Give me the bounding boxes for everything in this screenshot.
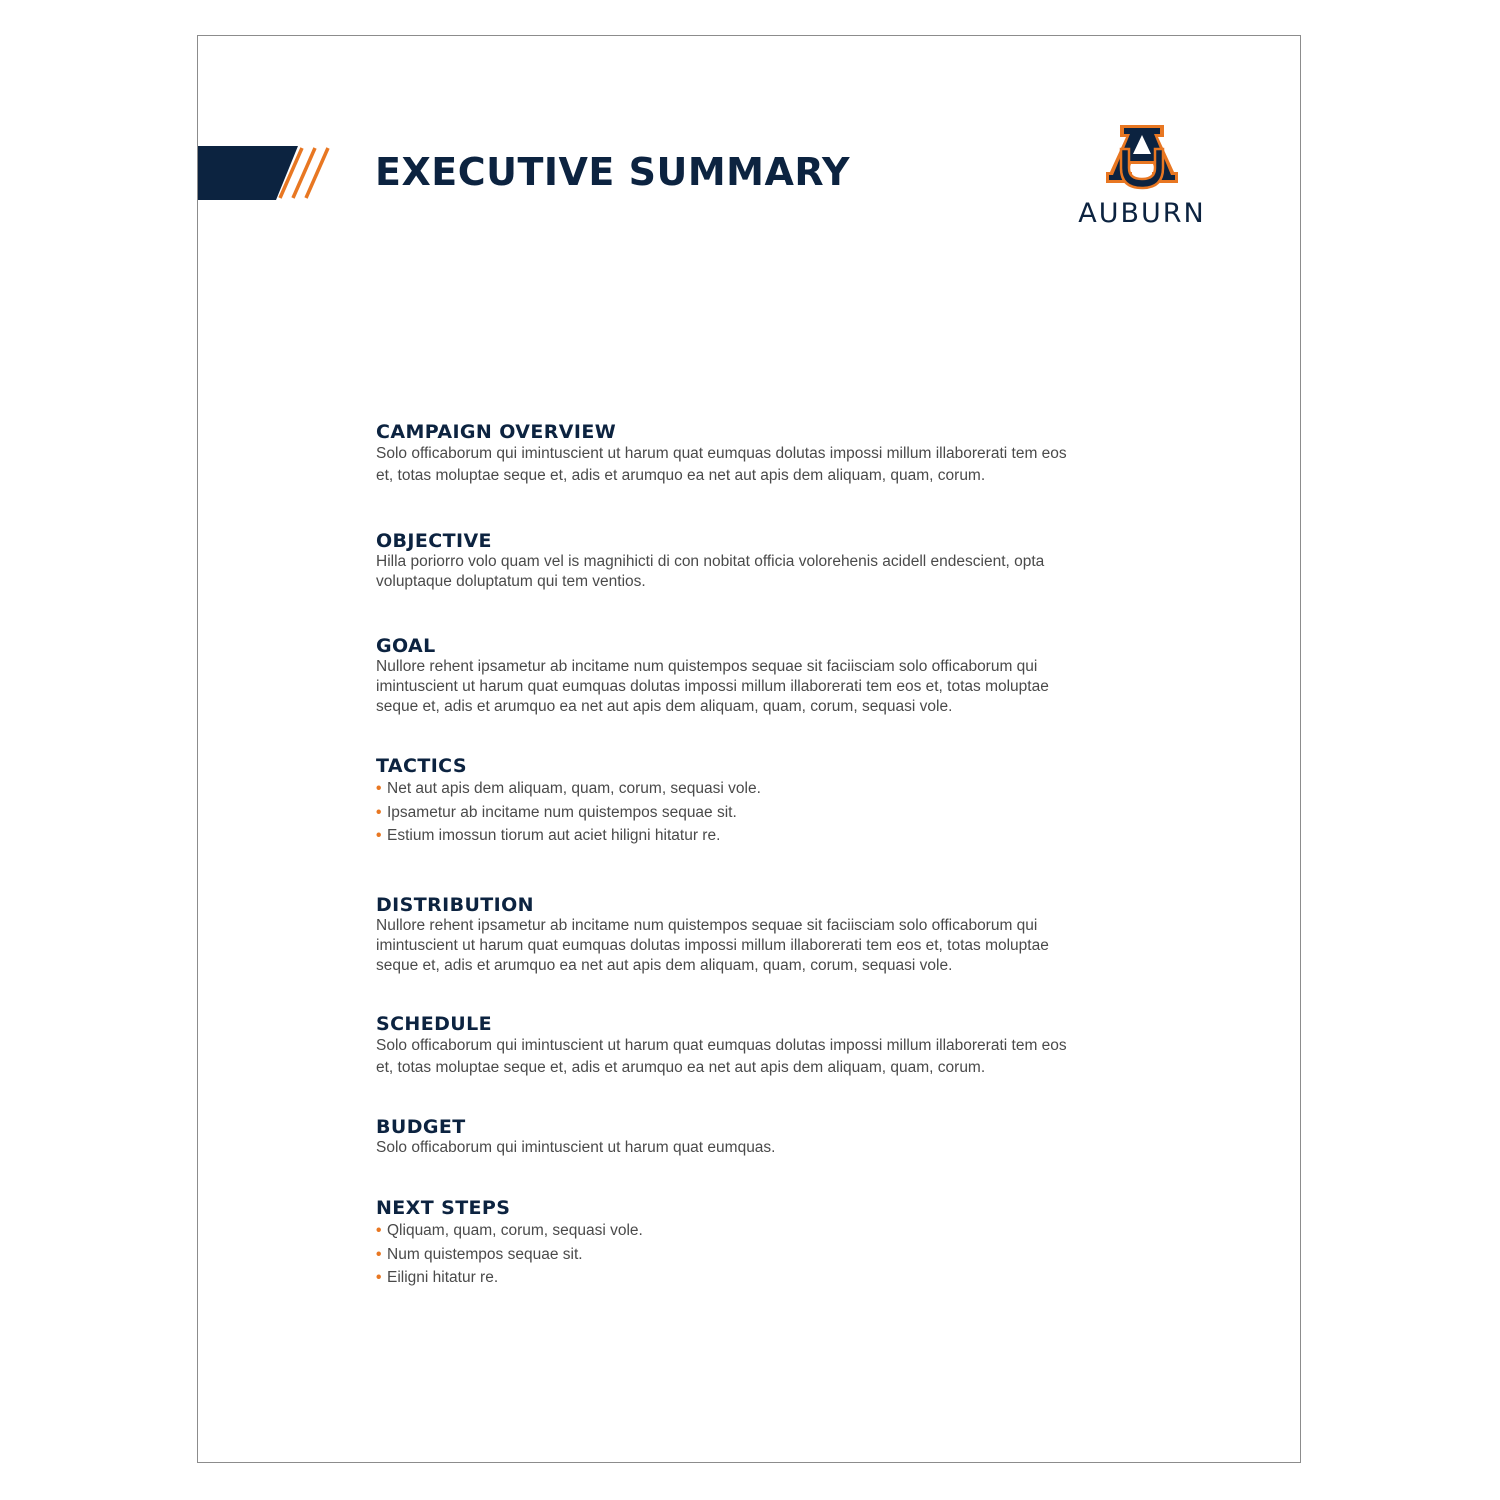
body-line: Hilla poriorro volo quam vel is magnihicti di con nobitat officia volorehenis acidell endescient, opta [376,553,1045,570]
list-item [376,1219,1196,1243]
body-line: et, totas moluptae seque et, adis et arumquo ea net aut apis dem aliquam, quam, corum. [376,467,986,484]
body-line: Nullore rehent ipsametur ab incitame num quistempos sequae sit faciisciam solo officaborum qui [376,917,1038,934]
section-schedule [376,1013,1196,1079]
list-item [376,801,1196,825]
bullet-dot: • [376,1269,382,1286]
bullet-dot: • [376,780,382,797]
body-line: Nullore rehent ipsametur ab incitame num quistempos sequae sit faciisciam solo officaborum qui [376,658,1038,675]
list-item-text: Estium imossun tiorum aut aciet hiligni hitatur re. [387,827,721,844]
body-line: imintuscient ut harum quat eumquas dolutas impossi millum illaborerati tem eos et, totas moluptae [376,678,1049,695]
section-heading: BUDGET [376,1116,466,1138]
section-heading: DISTRIBUTION [376,894,534,916]
orange-stripe-2 [293,148,315,198]
section-objective [376,530,1196,592]
body-line: et, totas moluptae seque et, adis et arumquo ea net aut apis dem aliquam, quam, corum. [376,1059,986,1076]
body-line: Solo officaborum qui imintuscient ut harum quat eumquas dolutas impossi millum illaborerati tem eos [376,445,1067,462]
orange-stripe-3 [306,148,328,198]
section-heading: OBJECTIVE [376,530,492,552]
section-heading: GOAL [376,635,436,657]
body-line: seque et, adis et arumquo ea net aut apis dem aliquam, quam, corum, sequasi vole. [376,957,953,974]
section-body [376,1035,1196,1079]
auburn-logo [1062,122,1222,236]
section-body [376,1138,1196,1158]
body-line: voluptaque doluptatum qui tem ventios. [376,573,646,590]
auburn-au-monogram-icon [1102,124,1182,190]
section-body [376,916,1196,976]
section-body [376,657,1196,717]
body-line: Solo officaborum qui imintuscient ut harum quat eumquas dolutas impossi millum illaborerati tem eos [376,1037,1067,1054]
section-next-steps [376,1197,1196,1290]
document-page [197,35,1301,1463]
list-item [376,1243,1196,1267]
bullet-dot: • [376,1245,382,1263]
section-budget [376,1116,1196,1158]
list-item-text: Num quistempos sequae sit. [387,1245,583,1263]
bullet-dot: • [376,1222,382,1239]
section-heading: TACTICS [376,755,467,777]
section-distribution [376,894,1196,976]
list-item [376,824,1196,848]
section-body [376,552,1196,592]
section-heading: CAMPAIGN OVERVIEW [376,421,617,443]
section-tactics [376,755,1196,848]
list-item-text: Ipsametur ab incitame num quistempos sequae sit. [387,803,737,821]
next-steps-list [376,1219,1196,1290]
bullet-dot: • [376,803,382,821]
page-title: EXECUTIVE SUMMARY [375,150,851,194]
logo-wordmark: AUBURN [1078,198,1206,229]
list-item-text: Eiligni hitatur re. [387,1269,499,1286]
section-heading: NEXT STEPS [376,1197,511,1219]
body-line: imintuscient ut harum quat eumquas dolutas impossi millum illaborerati tem eos et, totas moluptae [376,937,1049,954]
section-body [376,443,1196,487]
section-campaign-overview [376,421,1196,487]
section-heading: SCHEDULE [376,1013,492,1035]
header-stripe-graphic [198,146,343,200]
tactics-list [376,777,1196,848]
list-item-text: Net aut apis dem aliquam, quam, corum, sequasi vole. [387,780,761,797]
list-item [376,1266,1196,1290]
list-item-text: Qliquam, quam, corum, sequasi vole. [387,1222,643,1239]
body-line: Solo officaborum qui imintuscient ut harum quat eumquas. [376,1139,776,1156]
list-item [376,777,1196,801]
body-line: seque et, adis et arumquo ea net aut apis dem aliquam, quam, corum, sequasi vole. [376,698,953,715]
section-goal [376,635,1196,717]
bullet-dot: • [376,827,382,844]
